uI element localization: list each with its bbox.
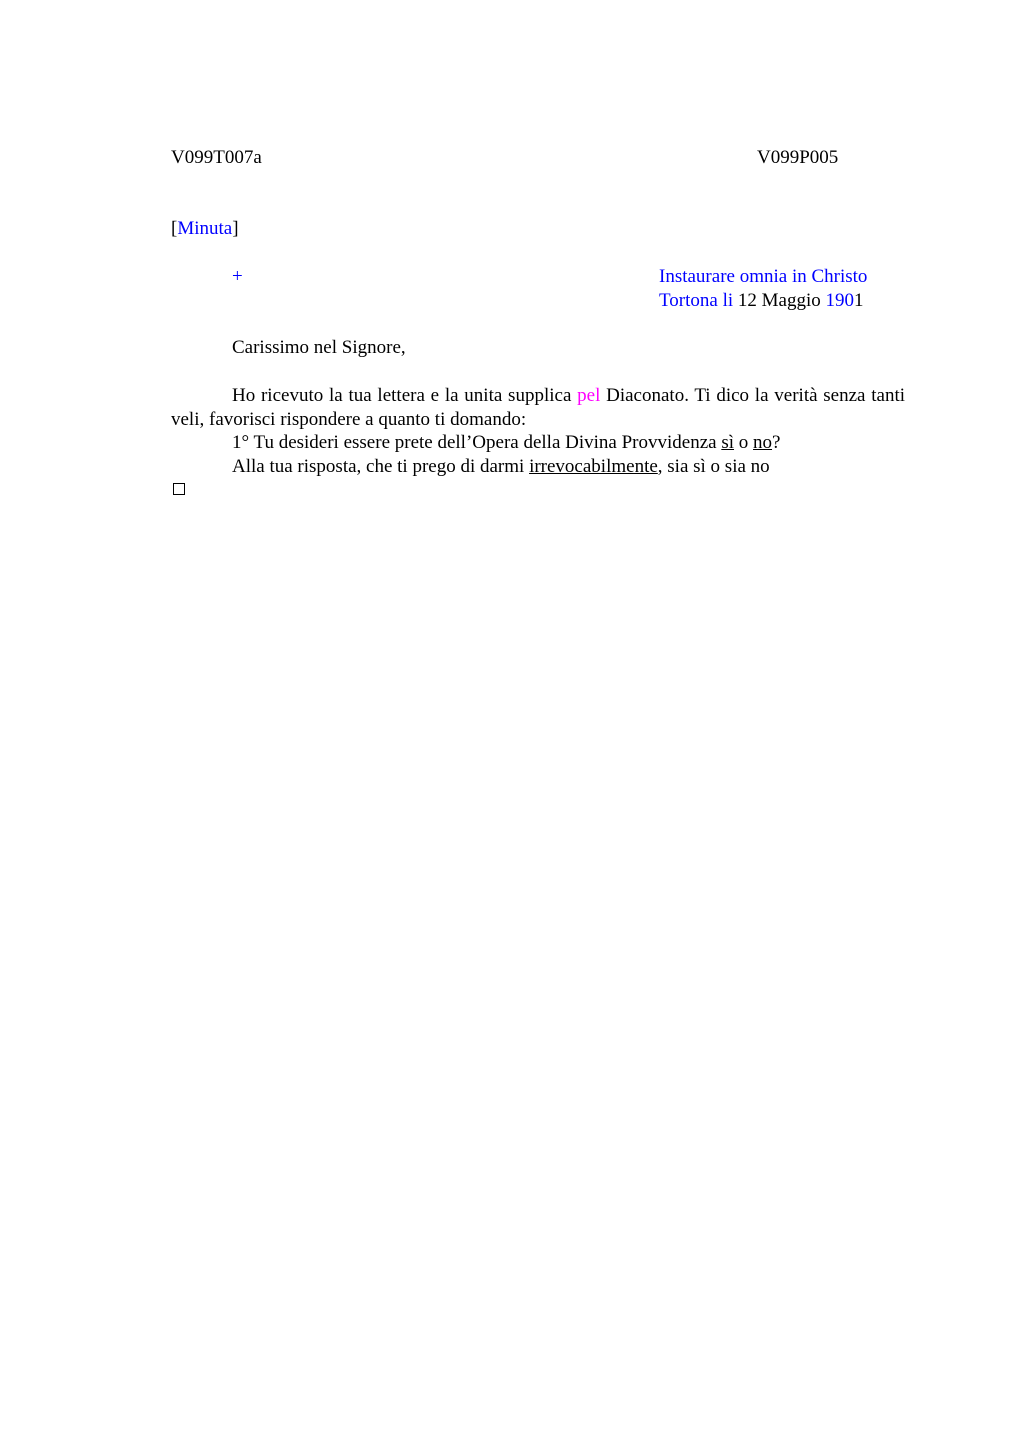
- dateline-year-blue: 190: [825, 290, 854, 311]
- paragraph-1: [171, 384, 905, 431]
- end-marker-square-icon: [173, 483, 185, 495]
- paragraph-3-underlined: irrevocabilmente: [529, 456, 658, 477]
- salutation: Carissimo nel Signore,: [232, 337, 406, 358]
- dateline-day-month: 12 Maggio: [733, 290, 826, 311]
- paragraph-2-no: no: [753, 432, 773, 453]
- dateline-year-black: 1: [854, 290, 864, 311]
- minuta-text: Minuta: [177, 218, 233, 239]
- cross-symbol: +: [232, 266, 243, 287]
- paragraph-3-before: Alla tua risposta, che ti prego di darmi: [232, 456, 530, 477]
- paragraph-2-after: ?: [772, 432, 781, 453]
- dateline-place: Tortona li: [659, 290, 734, 311]
- paragraph-1-after: Diaconato. Ti dico la verità senza tanti veli, favorisci rispondere a quanto ti domando:: [171, 385, 906, 430]
- minuta-label: [171, 217, 239, 241]
- paragraph-2-middle: o: [734, 432, 754, 453]
- paragraph-2: [232, 431, 780, 455]
- paragraph-1-before: Ho ricevuto la tua lettera e la unita supplica: [232, 385, 578, 406]
- paragraph-2-yes: sì: [721, 432, 735, 453]
- paragraph-2-before: 1° Tu desideri essere prete dell’Opera della Divina Provvidenza: [232, 432, 722, 453]
- document-code-left: V099T007a: [171, 147, 262, 168]
- document-code-right: V099P005: [757, 147, 839, 168]
- dateline: [659, 289, 864, 313]
- bracket-open: [: [171, 218, 178, 239]
- paragraph-3-after: , sia sì o sia no: [657, 456, 770, 477]
- motto: Instaurare omnia in Christo: [659, 266, 868, 287]
- paragraph-3: [232, 455, 770, 479]
- bracket-close: ]: [232, 218, 239, 239]
- paragraph-1-highlight: pel: [577, 385, 601, 406]
